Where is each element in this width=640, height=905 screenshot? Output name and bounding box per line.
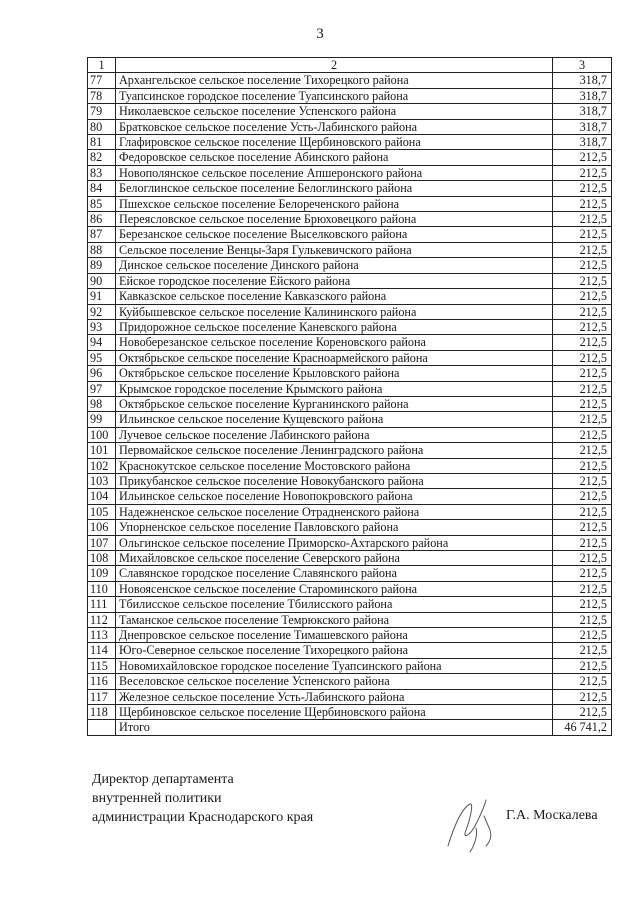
amount-value: 212,5 (553, 581, 612, 596)
table-row (88, 273, 612, 288)
row-number: 106 (88, 520, 116, 535)
table-row (88, 242, 612, 257)
row-number: 108 (88, 551, 116, 566)
row-number: 88 (88, 242, 116, 257)
row-number: 79 (88, 104, 116, 119)
table-row (88, 504, 612, 519)
table-row (88, 705, 612, 720)
settlement-name: Юго-Северное сельское поселение Тихорецкого района (116, 643, 553, 658)
settlement-name: Крымское городское поселение Крымского района (116, 381, 553, 396)
amount-value: 212,5 (553, 504, 612, 519)
header-col-2: 2 (116, 58, 553, 73)
table-row (88, 458, 612, 473)
settlement-name: Пшехское сельское поселение Белореченского района (116, 196, 553, 211)
amount-value: 212,5 (553, 628, 612, 643)
settlement-name: Новополянское сельское поселение Апшеронского района (116, 165, 553, 180)
amount-value: 318,7 (553, 104, 612, 119)
amount-value: 212,5 (553, 566, 612, 581)
table-row (88, 381, 612, 396)
table-row (88, 597, 612, 612)
settlement-name: Туапсинское городское поселение Туапсинского района (116, 88, 553, 103)
amount-value: 212,5 (553, 689, 612, 704)
row-number: 100 (88, 427, 116, 442)
row-number: 117 (88, 689, 116, 704)
row-number: 78 (88, 88, 116, 103)
row-number: 116 (88, 674, 116, 689)
table-row (88, 165, 612, 180)
table-row (88, 289, 612, 304)
amount-value: 212,5 (553, 350, 612, 365)
table-row (88, 658, 612, 673)
amount-value: 318,7 (553, 88, 612, 103)
settlement-name: Ильинское сельское поселение Кущевского района (116, 412, 553, 427)
amount-value: 212,5 (553, 196, 612, 211)
settlement-name: Краснокутское сельское поселение Мостовского района (116, 458, 553, 473)
table-row (88, 335, 612, 350)
settlement-name: Щербиновское сельское поселение Щербиновского района (116, 705, 553, 720)
row-number: 85 (88, 196, 116, 211)
row-number: 99 (88, 412, 116, 427)
table-row (88, 88, 612, 103)
table-row (88, 535, 612, 550)
amount-value: 212,5 (553, 597, 612, 612)
table-row (88, 643, 612, 658)
settlement-name: Николаевское сельское поселение Успенского района (116, 104, 553, 119)
row-number: 104 (88, 489, 116, 504)
row-number: 102 (88, 458, 116, 473)
row-number: 110 (88, 581, 116, 596)
settlement-name: Братковское сельское поселение Усть-Лабинского района (116, 119, 553, 134)
row-number: 101 (88, 443, 116, 458)
table-row (88, 196, 612, 211)
settlement-name: Архангельское сельское поселение Тихорецкого района (116, 73, 553, 88)
row-number: 84 (88, 181, 116, 196)
settlement-name: Федоровское сельское поселение Абинского района (116, 150, 553, 165)
table-row (88, 304, 612, 319)
row-number: 95 (88, 350, 116, 365)
settlement-name: Придорожное сельское поселение Каневского района (116, 319, 553, 334)
settlement-name: Прикубанское сельское поселение Новокубанского района (116, 473, 553, 488)
amount-value: 212,5 (553, 612, 612, 627)
row-number: 115 (88, 658, 116, 673)
table-row (88, 73, 612, 88)
total-label: Итого (116, 720, 553, 735)
row-number: 98 (88, 396, 116, 411)
amount-value: 212,5 (553, 643, 612, 658)
row-number: 111 (88, 597, 116, 612)
amount-value: 212,5 (553, 227, 612, 242)
amount-value: 212,5 (553, 520, 612, 535)
settlement-name: Белоглинское сельское поселение Белоглинского района (116, 181, 553, 196)
amount-value: 212,5 (553, 150, 612, 165)
row-number: 113 (88, 628, 116, 643)
amount-value: 212,5 (553, 289, 612, 304)
amount-value: 212,5 (553, 674, 612, 689)
total-num-cell (88, 720, 116, 735)
table-row (88, 104, 612, 119)
settlement-name: Октябрьское сельское поселение Крыловского района (116, 366, 553, 381)
row-number: 93 (88, 319, 116, 334)
row-number: 103 (88, 473, 116, 488)
table-row (88, 319, 612, 334)
amount-value: 212,5 (553, 473, 612, 488)
settlement-name: Кавказское сельское поселение Кавказского района (116, 289, 553, 304)
settlement-name: Динское сельское поселение Динского района (116, 258, 553, 273)
settlement-name: Ольгинское сельское поселение Приморско-Ахтарского района (116, 535, 553, 550)
table-row (88, 473, 612, 488)
amount-value: 212,5 (553, 258, 612, 273)
table-row (88, 443, 612, 458)
table-row (88, 427, 612, 442)
table-row (88, 119, 612, 134)
row-number: 96 (88, 366, 116, 381)
table-row (88, 135, 612, 150)
table-header-row (88, 58, 612, 73)
settlement-name: Октябрьское сельское поселение Красноармейского района (116, 350, 553, 365)
settlement-name: Новоберезанское сельское поселение Кореновского района (116, 335, 553, 350)
settlement-name: Упорненское сельское поселение Павловского района (116, 520, 553, 535)
settlement-name: Таманское сельское поселение Темрюкского района (116, 612, 553, 627)
amount-value: 212,5 (553, 489, 612, 504)
table-row (88, 350, 612, 365)
table-row (88, 181, 612, 196)
row-number: 81 (88, 135, 116, 150)
settlement-name: Новоясенское сельское поселение Староминского района (116, 581, 553, 596)
table-row (88, 227, 612, 242)
row-number: 94 (88, 335, 116, 350)
row-number: 90 (88, 273, 116, 288)
amount-value: 212,5 (553, 443, 612, 458)
table-row (88, 258, 612, 273)
settlement-name: Тбилисское сельское поселение Тбилисского района (116, 597, 553, 612)
total-row (88, 720, 612, 735)
amount-value: 318,7 (553, 135, 612, 150)
amount-value: 212,5 (553, 273, 612, 288)
row-number: 87 (88, 227, 116, 242)
row-number: 86 (88, 212, 116, 227)
settlement-name: Ейское городское поселение Ейского района (116, 273, 553, 288)
row-number: 80 (88, 119, 116, 134)
header-col-3: 3 (553, 58, 612, 73)
settlement-name: Железное сельское поселение Усть-Лабинского района (116, 689, 553, 704)
row-number: 118 (88, 705, 116, 720)
amount-value: 212,5 (553, 412, 612, 427)
table-row (88, 396, 612, 411)
row-number: 92 (88, 304, 116, 319)
row-number: 114 (88, 643, 116, 658)
row-number: 89 (88, 258, 116, 273)
row-number: 105 (88, 504, 116, 519)
amount-value: 212,5 (553, 381, 612, 396)
amount-value: 212,5 (553, 551, 612, 566)
signer-name: Г.А. Москалева (506, 808, 598, 823)
table-body (88, 73, 612, 720)
table-row (88, 366, 612, 381)
settlement-name: Лучевое сельское поселение Лабинского района (116, 427, 553, 442)
row-number: 83 (88, 165, 116, 180)
signature-title (92, 770, 313, 827)
settlement-name: Михайловское сельское поселение Северского района (116, 551, 553, 566)
table-row (88, 150, 612, 165)
amount-value: 212,5 (553, 181, 612, 196)
amount-value: 212,5 (553, 335, 612, 350)
table-row (88, 489, 612, 504)
amount-value: 212,5 (553, 165, 612, 180)
settlement-name: Березанское сельское поселение Выселковского района (116, 227, 553, 242)
table-row (88, 212, 612, 227)
settlement-name: Днепровское сельское поселение Тимашевского района (116, 628, 553, 643)
amount-value: 212,5 (553, 535, 612, 550)
settlement-name: Куйбышевское сельское поселение Калининского района (116, 304, 553, 319)
amount-value: 212,5 (553, 304, 612, 319)
amount-value: 212,5 (553, 212, 612, 227)
amount-value: 212,5 (553, 427, 612, 442)
row-number: 77 (88, 73, 116, 88)
amount-value: 212,5 (553, 458, 612, 473)
row-number: 91 (88, 289, 116, 304)
page-number: 3 (316, 26, 324, 42)
allocation-table (87, 57, 612, 736)
amount-value: 212,5 (553, 366, 612, 381)
table-row (88, 520, 612, 535)
settlement-name: Сельское поселение Венцы-Заря Гулькевичского района (116, 242, 553, 257)
header-col-1: 1 (88, 58, 116, 73)
signature-title-line: администрации Краснодарского края (92, 810, 314, 825)
row-number: 112 (88, 612, 116, 627)
settlement-name: Славянское городское поселение Славянского района (116, 566, 553, 581)
table-row (88, 566, 612, 581)
amount-value: 212,5 (553, 705, 612, 720)
signature-title-line: внутренней политики (92, 791, 222, 806)
settlement-name: Октябрьское сельское поселение Курганинского района (116, 396, 553, 411)
signature-title-line: Директор департамента (92, 772, 234, 787)
row-number: 107 (88, 535, 116, 550)
row-number: 82 (88, 150, 116, 165)
settlement-name: Переясловское сельское поселение Брюховецкого района (116, 212, 553, 227)
table-row (88, 612, 612, 627)
row-number: 109 (88, 566, 116, 581)
handwritten-signature (440, 786, 500, 856)
table-row (88, 551, 612, 566)
table-row (88, 581, 612, 596)
amount-value: 212,5 (553, 319, 612, 334)
settlement-name: Глафировское сельское поселение Щербиновского района (116, 135, 553, 150)
total-value: 46 741,2 (553, 720, 612, 735)
amount-value: 318,7 (553, 73, 612, 88)
settlement-name: Новомихайловское городское поселение Туапсинского района (116, 658, 553, 673)
amount-value: 212,5 (553, 396, 612, 411)
row-number: 97 (88, 381, 116, 396)
amount-value: 212,5 (553, 658, 612, 673)
settlement-name: Первомайское сельское поселение Ленинградского района (116, 443, 553, 458)
settlement-name: Ильинское сельское поселение Новопокровского района (116, 489, 553, 504)
settlement-name: Надежненское сельское поселение Отрадненского района (116, 504, 553, 519)
table-row (88, 689, 612, 704)
settlement-name: Веселовское сельское поселение Успенского района (116, 674, 553, 689)
table-row (88, 412, 612, 427)
amount-value: 318,7 (553, 119, 612, 134)
amount-value: 212,5 (553, 242, 612, 257)
table-row (88, 628, 612, 643)
table-row (88, 674, 612, 689)
